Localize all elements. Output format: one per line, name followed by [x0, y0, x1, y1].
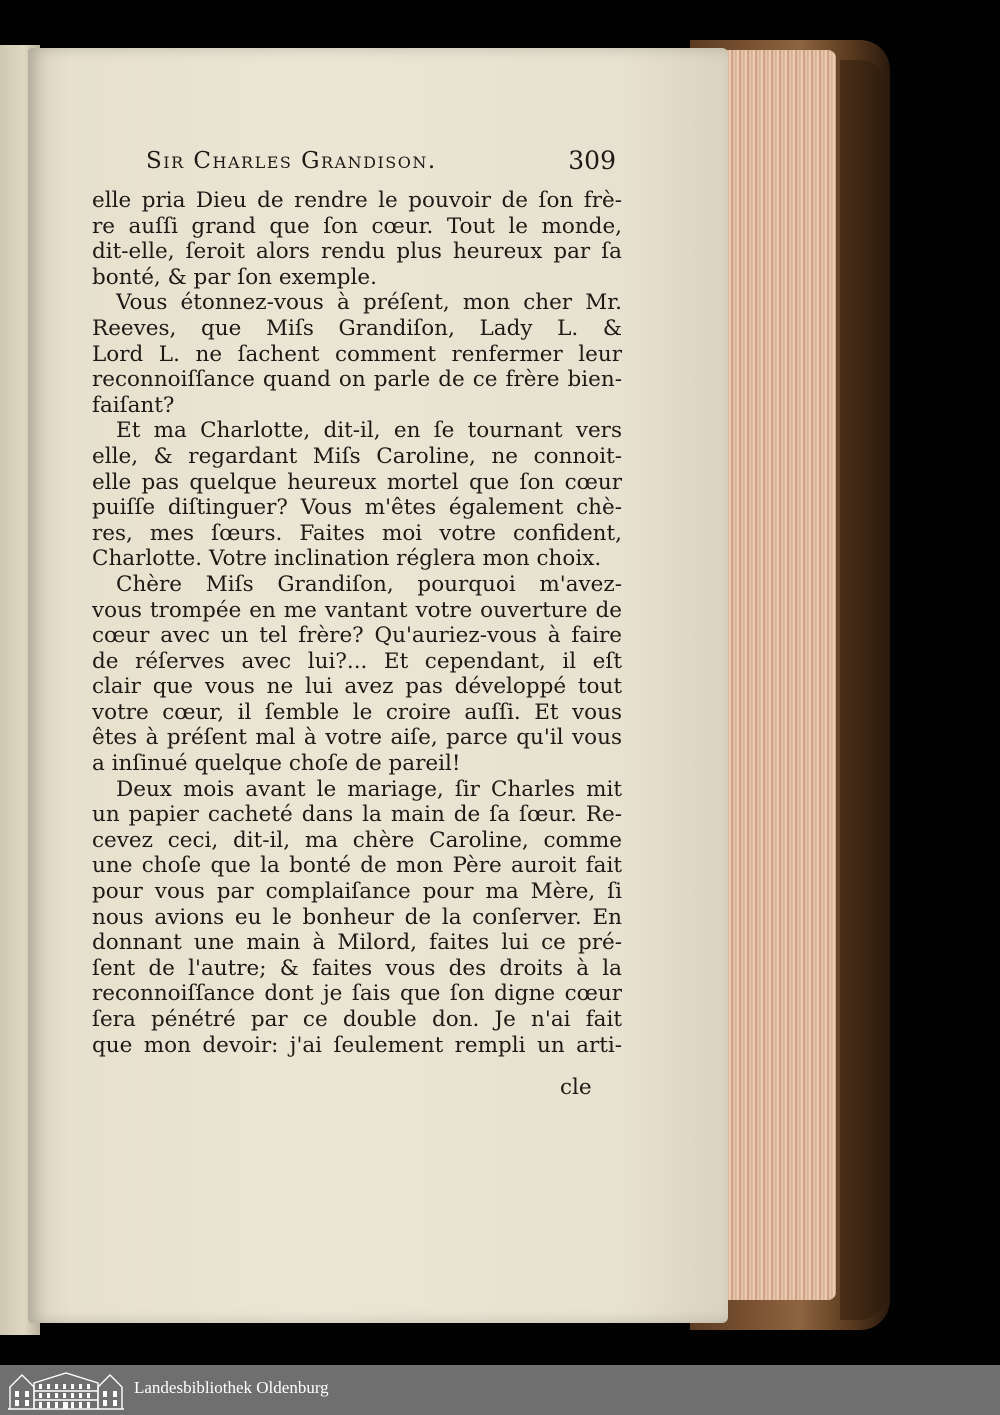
text-line: dit-elle, ſeroit alors rendu plus heureux par ſa: [92, 239, 622, 265]
text-line: cevez ceci, dit-il, ma chère Caroline, comme: [92, 827, 622, 853]
library-building-logo-icon: [8, 1369, 124, 1411]
body-text: [92, 188, 622, 1058]
text-line: elle, & regardant Miſs Caroline, ne connoit-: [92, 443, 622, 469]
text-line: votre cœur, il ſemble le croire auſſi. Et vous: [92, 699, 622, 725]
text-line: bonté, & par ſon exemple.: [92, 264, 377, 290]
text-line: Lord L. ne ſachent comment renfermer leur: [92, 341, 622, 367]
text-line: clair que vous ne lui avez pas développé tout: [92, 674, 622, 700]
text-line: elle pas quelque heureux mortel que ſon cœur: [92, 469, 622, 495]
catchword: cle: [560, 1075, 592, 1100]
page-number: 309: [568, 146, 616, 175]
page-header: [146, 148, 616, 182]
text-line: Reeves, que Miſs Grandiſon, Lady L. &: [92, 315, 622, 341]
text-line: de réſerves avec lui?... Et cependant, il eſt: [92, 648, 622, 674]
text-line: nous avions eu le bonheur de la conſerver. En: [92, 904, 622, 930]
text-line: Et ma Charlotte, dit-il, en ſe tournant vers: [116, 418, 622, 444]
text-line: un papier cacheté dans la main de ſa ſœur. Re-: [92, 802, 622, 828]
text-line: faiſant?: [92, 392, 175, 418]
text-line: ſera pénétré par ce double don. Je n'ai fait: [92, 1007, 622, 1032]
text-line: une choſe que la bonté de mon Père auroit fait: [92, 853, 622, 879]
text-line: puiſſe diſtinguer? Vous m'êtes également chè-: [92, 495, 622, 521]
footer-bar: [0, 1365, 1000, 1415]
text-line: reconnoiſſance dont je ſais que ſon digne cœur: [92, 981, 622, 1007]
text-line: elle pria Dieu de rendre le pouvoir de ſon frè-: [92, 188, 622, 213]
text-line: Charlotte. Votre inclination réglera mon choix.: [92, 546, 602, 572]
text-line: êtes à préſent mal à votre aiſe, parce qu'il vous: [92, 725, 622, 751]
text-line: ſent de l'autre; & faites vous des droits à la: [92, 955, 622, 981]
text-line: Vous étonnez-vous à préſent, mon cher Mr.: [116, 290, 622, 316]
text-line: Chère Miſs Grandiſon, pourquoi m'avez-: [116, 571, 622, 597]
text-line: vous trompée en me vantant votre ouverture de: [92, 597, 622, 623]
text-line: re auſſi grand que ſon cœur. Tout le monde,: [92, 213, 622, 239]
text-line: que mon devoir: j'ai ſeulement rempli un arti-: [92, 1032, 622, 1058]
page-edges: [718, 50, 836, 1300]
text-line: pour vous par complaiſance pour ma Mère, ſi: [92, 879, 622, 905]
institution-name: Landesbibliothek Oldenburg: [134, 1378, 329, 1397]
text-line: a inſinué quelque choſe de pareil!: [92, 751, 461, 777]
book-cover-edge: [840, 60, 885, 1320]
text-line: reconnoiſſance quand on parle de ce frère bien-: [92, 367, 622, 393]
text-line: Deux mois avant le mariage, ſir Charles mit: [116, 776, 622, 802]
text-line: donnant une main à Milord, faites lui ce pré-: [92, 930, 622, 956]
text-line: res, mes ſœurs. Faites moi votre confident,: [92, 520, 622, 546]
running-title: Sir Charles Grandison.: [146, 148, 437, 174]
text-line: cœur avec un tel frère? Qu'auriez-vous à faire: [92, 623, 622, 649]
